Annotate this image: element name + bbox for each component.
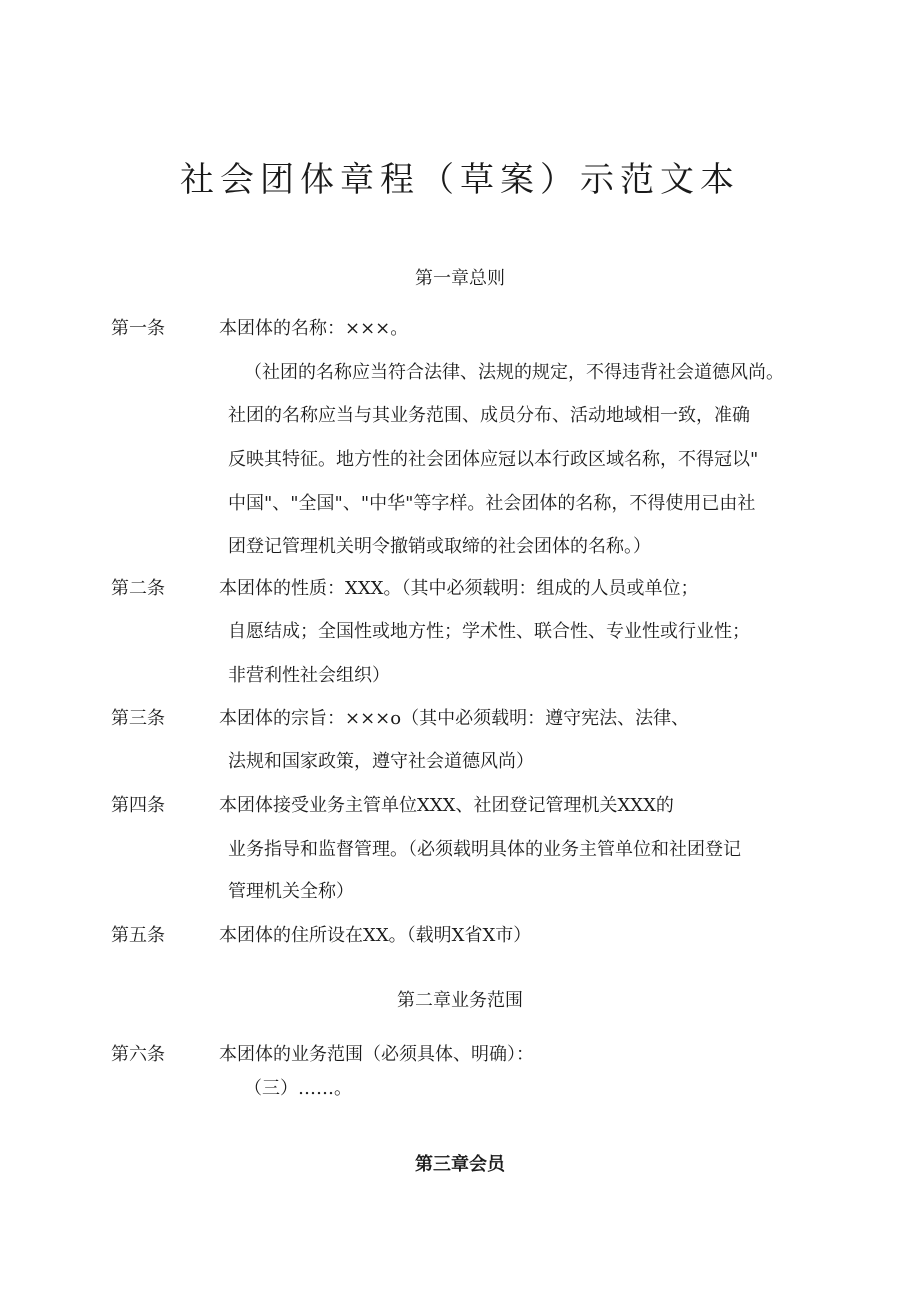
article-text-line: 本团体的宗旨：×××o（其中必须载明：遵守宪法、法律、 [219, 708, 690, 729]
article-text-line: 社团的名称应当与其业务范围、成员分布、活动地域相一致，准确 [228, 405, 750, 426]
article-text-line: 本团体的住所设在XX。（载明X省X市） [219, 925, 532, 946]
article-text-line: 管理机关全称） [228, 881, 354, 902]
article-label: 第二条 [111, 578, 165, 599]
article-label: 第六条 [111, 1044, 165, 1065]
article-text-line: 业务指导和监督管理。（必须载明具体的业务主管单位和社团登记 [228, 839, 741, 860]
article-text-line: 法规和国家政策，遵守社会道德风尚） [228, 751, 534, 772]
article-text-line: 中国"、"全国"、"中华"等字样。社会团体的名称，不得使用已由社 [228, 493, 756, 514]
article-text-line: （社团的名称应当符合法律、法规的规定，不得违背社会道德风尚。 [244, 362, 784, 383]
article-label: 第三条 [111, 708, 165, 729]
chapter-heading-1: 第一章总则 [415, 268, 505, 289]
article-label: 第一条 [111, 318, 165, 339]
article-text-line: 团登记管理机关明令撤销或取缔的社会团体的名称。） [228, 536, 651, 557]
article-text-line: 自愿结成；全国性或地方性；学术性、联合性、专业性或行业性； [228, 621, 750, 642]
document-title: 社会团体章程（草案）示范文本 [180, 160, 740, 200]
article-text-line: 本团体的业务范围（必须具体、明确）： [219, 1044, 534, 1065]
article-text-line: 非营利性社会组织） [228, 665, 390, 686]
article-label: 第五条 [111, 925, 165, 946]
article-text-line: 本团体接受业务主管单位XXX、社团登记管理机关XXX的 [219, 795, 674, 816]
article-text-line: 本团体的性质：XXX。（其中必须载明：组成的人员或单位； [219, 578, 699, 599]
article-text-line: （三）……。 [244, 1078, 352, 1099]
article-text-line: 本团体的名称：×××。 [219, 318, 409, 339]
article-text-line: 反映其特征。地方性的社会团体应冠以本行政区域名称，不得冠以" [228, 449, 759, 470]
article-label: 第四条 [111, 795, 165, 816]
chapter-heading-3: 第三章会员 [415, 1154, 505, 1175]
chapter-heading-2: 第二章业务范围 [397, 990, 523, 1011]
